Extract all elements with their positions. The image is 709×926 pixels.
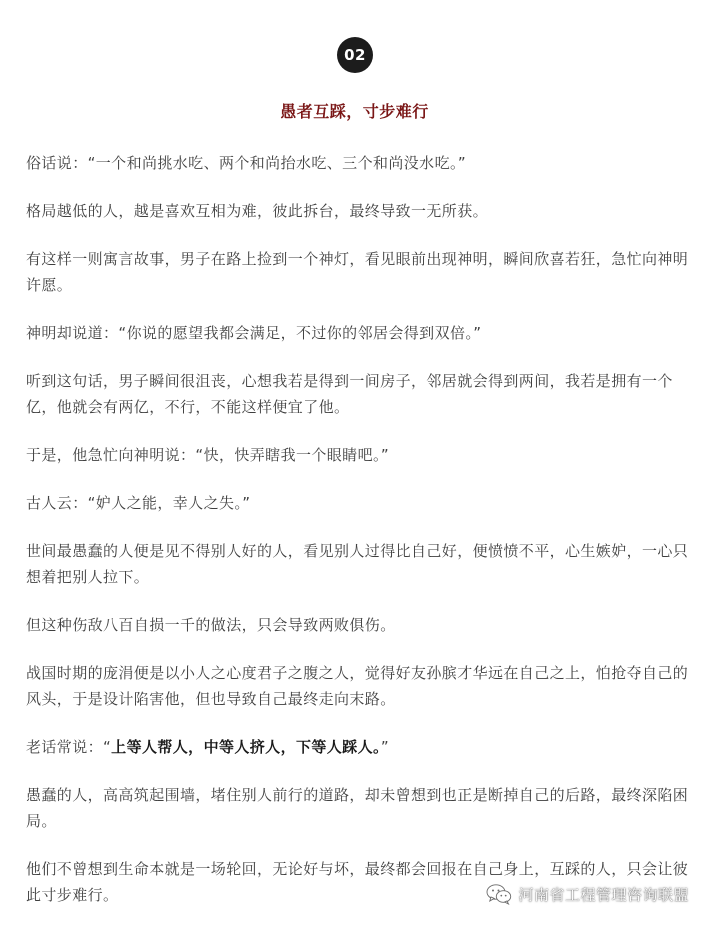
paragraph: 听到这句话，男子瞬间很沮丧，心想我若是得到一间房子，邻居就会得到两间，我若是拥有一个亿，他就会有两亿，不行，不能这样便宜了他。 [26, 372, 673, 416]
paragraph: 愚蠢的人，高高筑起围墙，堵住别人前行的道路，却未曾想到也正是断掉自己的后路，最终深陷困局。 [26, 786, 689, 830]
paragraph: 古人云：“妒人之能，幸人之失。” [26, 494, 251, 512]
paragraph: 战国时期的庞涓便是以小人之心度君子之腹之人，觉得好友孙膑才华远在自己之上，怕抢夺自己的风头，于是设计陷害他，但也导致自己最终走向末路。 [26, 664, 689, 708]
paragraph: 格局越低的人，越是喜欢互相为难，彼此拆台，最终导致一无所获。 [26, 202, 489, 220]
paragraph: 世间最愚蠢的人便是见不得别人好的人，看见别人过得比自己好，便愤愤不平，心生嫉妒，一心只想着把别人拉下。 [26, 542, 689, 586]
quote-paragraph [26, 734, 690, 760]
paragraph: 俗话说：“一个和尚挑水吃、两个和尚抬水吃、三个和尚没水吃。” [26, 154, 467, 172]
watermark [486, 879, 689, 909]
paragraph: 有这样一则寓言故事，男子在路上捡到一个神灯，看见眼前出现神明，瞬间欣喜若狂，急忙向神明许愿。 [26, 250, 689, 294]
quote-suffix: ” [380, 738, 390, 756]
section-title: 愚者互踩，寸步难行 [280, 102, 429, 121]
paragraph: 但这种伤敌八百自损一千的做法，只会导致两败俱伤。 [26, 616, 396, 634]
quote-prefix: 老话常说：“ [26, 738, 112, 756]
watermark-text: 河南省工程管理咨询联盟 [518, 885, 689, 904]
section-number-badge: 02 [337, 37, 373, 73]
paragraph: 他们不曾想到生命本就是一场轮回，无论好与坏，最终都会回报在自己身上，互踩的人，只会让彼此寸步难行。 [26, 860, 689, 904]
paragraph: 于是，他急忙向神明说：“快，快弄瞎我一个眼睛吧。” [26, 446, 390, 464]
wechat-icon [486, 883, 512, 905]
quote-bold-text: 上等人帮人，中等人挤人，下等人踩人。 [111, 738, 381, 756]
paragraph: 神明却说道：“你说的愿望我都会满足，不过你的邻居会得到双倍。” [26, 324, 482, 342]
article-body [26, 150, 690, 926]
